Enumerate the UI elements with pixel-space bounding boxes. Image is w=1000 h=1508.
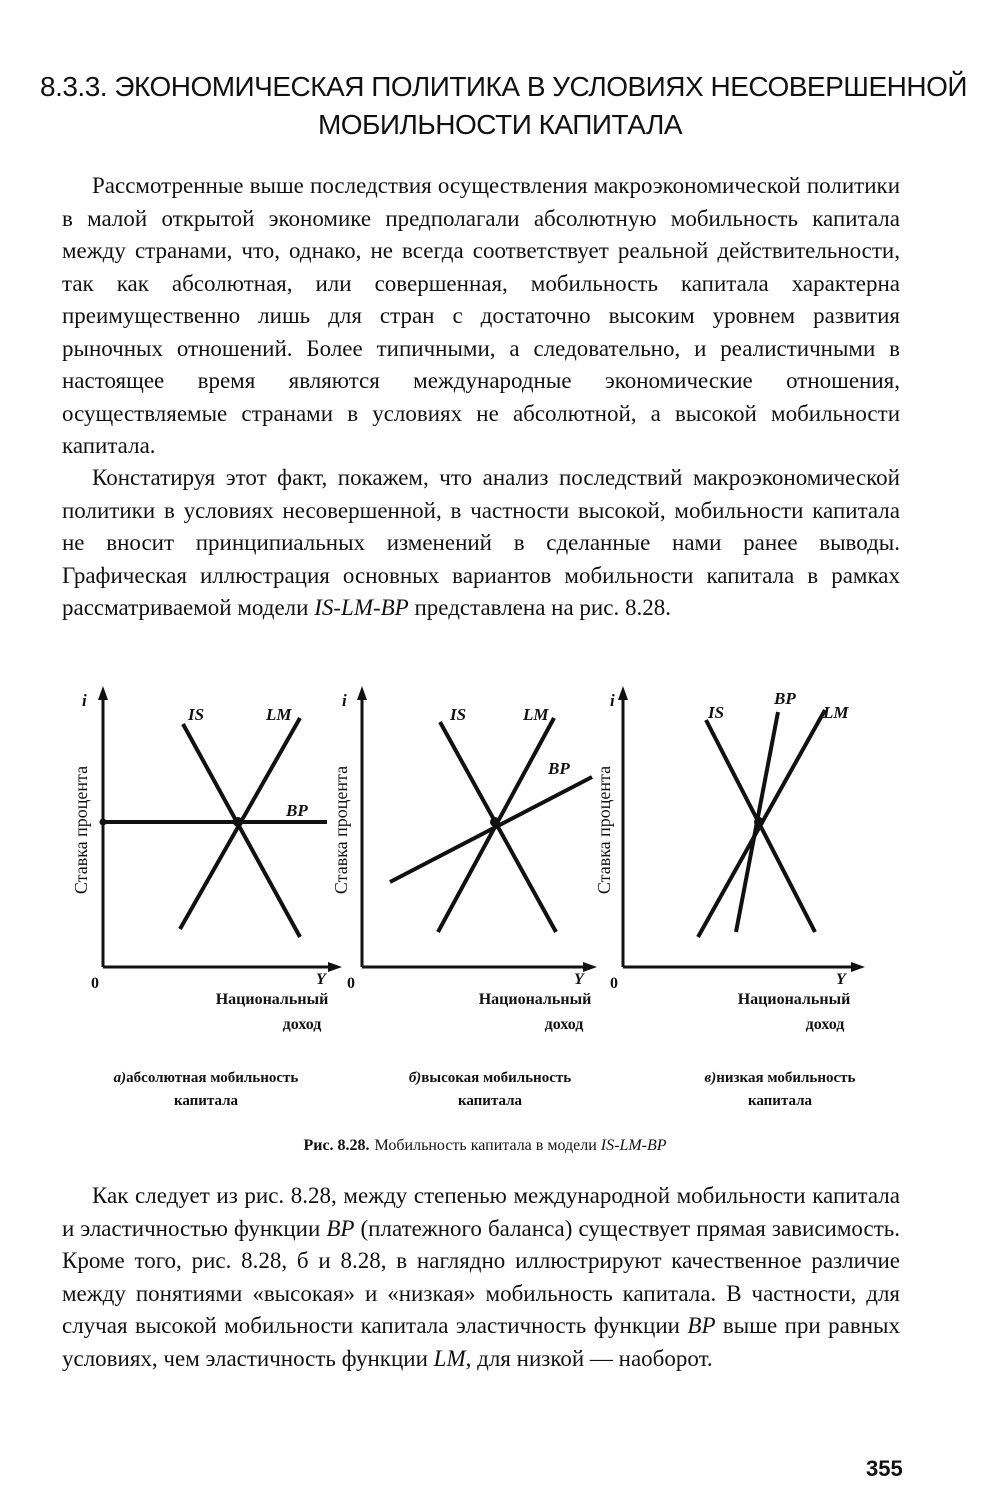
panel-c-y-symbol: i xyxy=(610,691,615,710)
panel-a-bp-intercept xyxy=(100,819,107,826)
panel-c-x-label-1: Национальный xyxy=(737,991,851,1008)
panel-c-sublabel-2: капитала xyxy=(747,1093,813,1109)
panel-c-sublabel-1 xyxy=(705,1070,856,1086)
paragraph-3 xyxy=(62,1180,900,1375)
panel-b-equilibrium-point xyxy=(490,817,500,827)
paragraph-2-end: представлена на рис. 8.28. xyxy=(408,595,671,620)
panel-a-sublabel-2: капитала xyxy=(173,1093,239,1109)
panel-a-y-label: Ставка процента xyxy=(71,765,91,895)
panel-b-sublabel-letter: б) xyxy=(408,1070,422,1086)
panel-b-bp-label: BP xyxy=(548,759,570,778)
paragraph-3-part-3: выше при равных условиях, чем эластичность функции xyxy=(62,1313,900,1371)
panel-a-lm-label: LM xyxy=(266,705,292,724)
panel-b-y-symbol: i xyxy=(342,691,347,710)
panel-c-equilibrium-point xyxy=(754,817,764,827)
lm-term: LM xyxy=(433,1345,466,1371)
panel-c-origin: 0 xyxy=(610,975,618,992)
panel-b-bp-curve xyxy=(390,777,592,882)
bp-term-1: BP xyxy=(326,1215,355,1241)
paragraph-2-text: Констатируя этот факт, покажем, что анализ последствий макроэкономической политики в условиях несовершенной, в частности высокой, мобильности капитала не вносит принципиальных изменений в сделанные нами ранее выводы. Графическая иллюстрация основных вариантов мобильности капитала в рамках рассматриваемой модели xyxy=(62,465,900,620)
panel-a-sublabel-1 xyxy=(114,1070,299,1086)
panel-c-lm-label: LM xyxy=(823,703,849,722)
panel-a-sublabel-letter: а) xyxy=(113,1070,127,1086)
panel-c-sublabel-text: низкая мобильность xyxy=(716,1070,856,1086)
panel-a-x-label-1: Национальный xyxy=(215,991,329,1008)
bp-term-2: BP xyxy=(687,1313,716,1338)
section-heading-line-1: 8.3.3. ЭКОНОМИЧЕСКАЯ ПОЛИТИКА В УСЛОВИЯХ НЕСОВЕРШЕННОЙ xyxy=(40,71,967,102)
paragraph-3-part-2: (платежного баланса) существует прямая зависимость. Кроме того, рис. 8.28, б и 8.28, в наглядно иллюстрируют качественное различие между понятиями «высокая» и «низкая» мобильность капитала. В частности, для случая высокой мобильности капитала эластичность функции xyxy=(62,1215,900,1338)
panel-b-x-arrow xyxy=(583,962,597,972)
section-heading xyxy=(40,68,967,144)
panel-a-is-label: IS xyxy=(188,705,205,724)
panel-c xyxy=(594,686,865,1109)
panel-a-x-arrow xyxy=(328,962,342,972)
panel-a-y-arrow xyxy=(98,686,108,700)
panel-c-x-symbol: Y xyxy=(836,971,846,988)
panel-b-sublabel-1 xyxy=(409,1070,571,1086)
panel-b xyxy=(331,686,597,1109)
panel-c-x-label-2: доход xyxy=(805,1016,845,1033)
figure-8-28 xyxy=(70,682,900,1162)
panel-a-sublabel-text: абсолютная мобильность xyxy=(126,1070,299,1086)
panel-c-is-label: IS xyxy=(708,703,725,722)
figure-caption-model: IS-LM-BP xyxy=(600,1137,667,1154)
figure-caption-label: Рис. 8.28. xyxy=(303,1137,370,1154)
panel-b-x-label-2: доход xyxy=(544,1016,584,1033)
figure-caption-text: Мобильность капитала в модели xyxy=(374,1137,601,1154)
panel-a-y-symbol: i xyxy=(82,691,87,710)
panel-a-x-label-2: доход xyxy=(282,1016,322,1033)
panel-b-sublabel-text: высокая мобильность xyxy=(421,1070,572,1086)
panel-b-y-label: Ставка процента xyxy=(331,765,351,895)
panel-b-origin: 0 xyxy=(347,975,355,992)
panel-a-origin: 0 xyxy=(91,975,99,992)
model-name: IS-LM-BP xyxy=(314,595,409,620)
paragraph-2 xyxy=(62,462,900,625)
panel-b-y-arrow xyxy=(357,686,367,700)
panel-b-x-label-1: Национальный xyxy=(478,991,592,1008)
paragraph-3-part-4: , для низкой — наоборот. xyxy=(465,1345,713,1371)
paragraph-3-part-1: Как следует из рис. 8.28, между степенью международной мобильности капитала и эластичностью функции xyxy=(62,1183,900,1241)
paragraph-1: Рассмотренные выше последствия осуществления макроэкономической политики в малой открытой экономике предполагали абсолютную мобильность капитала между странами, что, однако, не всегда соответствует реальной действительности, так как абсолютная, или совершенная, мобильность капитала характерна преимущественно лишь для стран с достаточно высоким уровнем развития рыночных отношений. Более типичными, а следовательно, и реалистичными в настоящее время являются международные экономические отношения, осуществляемые странами в условиях не абсолютной, а высокой мобильности капитала. xyxy=(62,173,900,458)
panel-b-x-symbol: Y xyxy=(574,971,584,988)
page-number: 355 xyxy=(866,1456,903,1481)
panel-c-x-arrow xyxy=(851,962,865,972)
figure-caption xyxy=(303,1137,666,1154)
panel-c-bp-label: BP xyxy=(774,689,796,708)
figure-svg xyxy=(70,682,900,1162)
panel-c-y-label: Ставка процента xyxy=(594,765,614,895)
panel-b-sublabel-2: капитала xyxy=(457,1093,523,1109)
panel-a-x-symbol: Y xyxy=(316,971,326,988)
panel-b-is-label: IS xyxy=(450,705,467,724)
panel-a xyxy=(71,686,342,1109)
panel-c-y-arrow xyxy=(618,686,628,700)
panel-c-sublabel-letter: в) xyxy=(704,1070,717,1086)
panel-a-bp-label: BP xyxy=(286,801,308,820)
section-heading-line-2: МОБИЛЬНОСТИ КАПИТАЛА xyxy=(317,109,683,140)
panel-a-equilibrium-point xyxy=(233,817,243,827)
panel-a-is-curve xyxy=(183,724,300,937)
panel-b-lm-label: LM xyxy=(523,705,549,724)
